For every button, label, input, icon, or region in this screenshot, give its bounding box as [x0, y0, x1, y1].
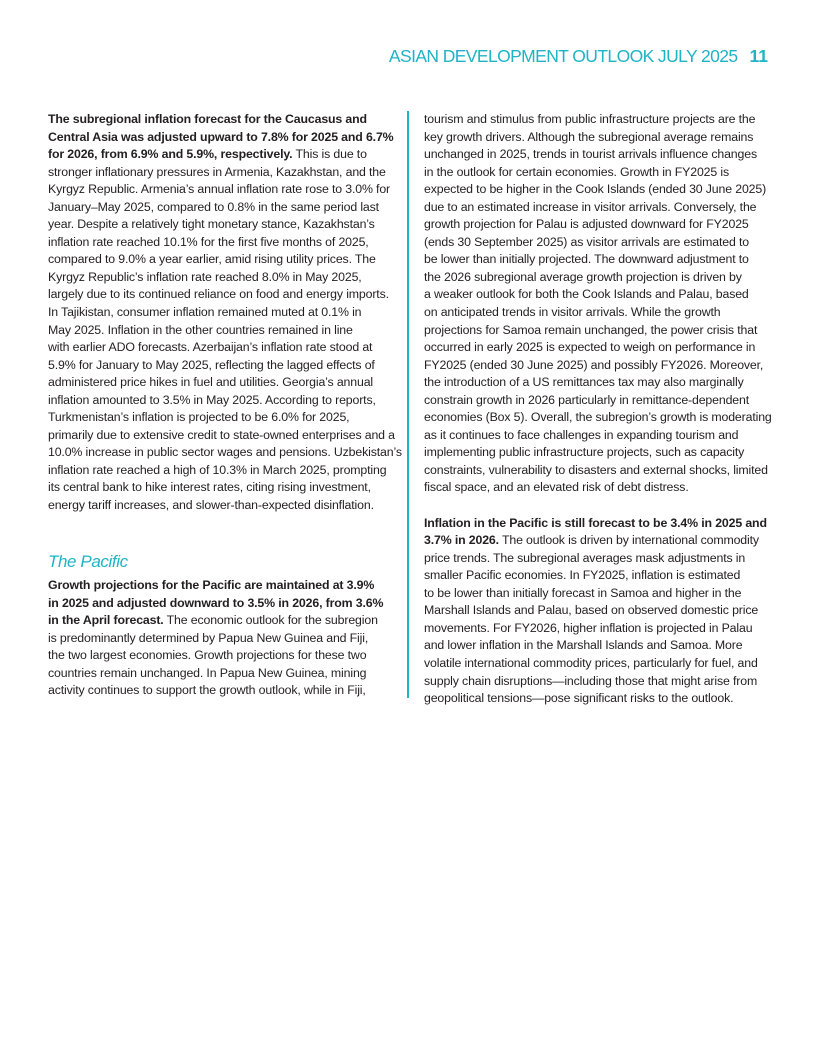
- body-line: in the outlook for certain economies. Growth in FY2025 is: [424, 164, 730, 179]
- left-column: [48, 111, 402, 515]
- body-line: a weaker outlook for both the Cook Islands and Palau, based: [424, 287, 749, 302]
- body-line: compared to 9.0% a year earlier, amid rising utility prices. The: [48, 252, 376, 267]
- body-line: price trends. The subregional averages mask adjustments in: [424, 550, 746, 565]
- body-line: the two largest economies. Growth projections for these two: [48, 648, 367, 663]
- body-line: supply chain disruptions—including those that might arise from: [424, 673, 758, 688]
- body-line: geopolitical tensions—pose significant risks to the outlook.: [424, 691, 734, 706]
- body-text: The outlook is driven by international commodity: [498, 533, 759, 548]
- body-line: year. Despite a relatively tight monetary stance, Kazakhstan’s: [48, 217, 375, 232]
- body-line: growth projection for Palau is adjusted downward for FY2025: [424, 217, 749, 232]
- column-divider: [407, 111, 409, 698]
- body-line: FY2025 (ended 30 June 2025) and possibly FY2026. Moreover,: [424, 357, 764, 372]
- page-number: 11: [749, 46, 768, 66]
- body-line: In Tajikistan, consumer inflation remained muted at 0.1% in: [48, 305, 362, 320]
- section-heading-the-pacific: The Pacific: [48, 552, 128, 571]
- left-column-pacific: [48, 577, 396, 700]
- body-line: key growth drivers. Although the subregional average remains: [424, 129, 754, 144]
- body-line: as it continues to face challenges in expanding tourism and: [424, 427, 739, 442]
- body-text: This is due to: [292, 147, 367, 162]
- lead-sentence-line: for 2026, from 6.9% and 5.9%, respectively.: [48, 147, 293, 162]
- body-line: unchanged in 2025, trends in tourist arrivals influence changes: [424, 147, 757, 162]
- body-line: inflation rate reached 10.1% for the first five months of 2025,: [48, 234, 369, 249]
- body-line: volatile international commodity prices, particularly for fuel, and: [424, 655, 758, 670]
- body-line: primarily due to extensive credit to state-owned enterprises and a: [48, 427, 395, 442]
- body-line: countries remain unchanged. In Papua New Guinea, mining: [48, 665, 367, 680]
- body-text: The economic outlook for the subregion: [163, 613, 378, 628]
- body-line: January–May 2025, compared to 0.8% in the same period last: [48, 199, 379, 214]
- body-line: stronger inflationary pressures in Armenia, Kazakhstan, and the: [48, 164, 386, 179]
- body-line: the 2026 subregional average growth projection is driven by: [424, 269, 742, 284]
- lead-sentence-line: in 2025 and adjusted downward to 3.5% in 2026, from 3.6%: [48, 595, 384, 610]
- body-line: inflation rate reached a high of 10.3% in March 2025, prompting: [48, 462, 387, 477]
- body-line: activity continues to support the growth outlook, while in Fiji,: [48, 683, 366, 698]
- body-line: constraints, vulnerability to disasters and external shocks, limited: [424, 462, 768, 477]
- body-line: fiscal space, and an elevated risk of debt distress.: [424, 480, 689, 495]
- paragraph-pacific-growth-continued: [424, 111, 772, 497]
- body-line: the introduction of a US remittances tax may also marginally: [424, 375, 744, 390]
- paragraph-caucasus-inflation: [48, 111, 402, 515]
- body-line: to be lower than initially forecast in Samoa and higher in the: [424, 585, 742, 600]
- body-line: its central bank to hike interest rates, citing rising investment,: [48, 480, 371, 495]
- lead-sentence-line: in the April forecast.: [48, 613, 164, 628]
- body-line: is predominantly determined by Papua New Guinea and Fiji,: [48, 630, 369, 645]
- lead-sentence-line: Central Asia was adjusted upward to 7.8% for 2025 and 6.7%: [48, 129, 394, 144]
- body-line: Kyrgyz Republic’s inflation rate reached 8.0% in May 2025,: [48, 269, 362, 284]
- body-line: with earlier ADO forecasts. Azerbaijan’s inflation rate stood at: [48, 340, 373, 355]
- lead-sentence-line: The subregional inflation forecast for the Caucasus and: [48, 112, 367, 126]
- body-line: Turkmenistan’s inflation is projected to be 6.0% for 2025,: [48, 410, 350, 425]
- paragraph-pacific-inflation: [424, 515, 772, 708]
- lead-sentence-line: Inflation in the Pacific is still forecast to be 3.4% in 2025 and: [424, 515, 767, 530]
- lead-sentence-line: 3.7% in 2026.: [424, 533, 499, 548]
- body-line: be lower than initially projected. The downward adjustment to: [424, 252, 749, 267]
- body-line: on anticipated trends in visitor arrivals. While the growth: [424, 305, 721, 320]
- body-line: administered price hikes in fuel and utilities. Georgia’s annual: [48, 375, 374, 390]
- body-line: Marshall Islands and Palau, based on observed domestic price: [424, 603, 759, 618]
- body-line: economies (Box 5). Overall, the subregion’s growth is moderating: [424, 410, 772, 425]
- body-line: inflation amounted to 3.5% in May 2025. According to reports,: [48, 392, 376, 407]
- body-line: movements. For FY2026, higher inflation is projected in Palau: [424, 620, 753, 635]
- body-line: occurred in early 2025 is expected to weigh on performance in: [424, 340, 756, 355]
- body-line: May 2025. Inflation in the other countries remained in line: [48, 322, 353, 337]
- body-line: expected to be higher in the Cook Islands (ended 30 June 2025): [424, 182, 767, 197]
- body-line: and lower inflation in the Marshall Islands and Samoa. More: [424, 638, 743, 653]
- body-line: Kyrgyz Republic. Armenia’s annual inflation rate rose to 3.0% for: [48, 182, 391, 197]
- body-line: smaller Pacific economies. In FY2025, inflation is estimated: [424, 568, 741, 583]
- body-line: projections for Samoa remain unchanged, the power crisis that: [424, 322, 758, 337]
- body-line: (ends 30 September 2025) as visitor arrivals are estimated to: [424, 234, 749, 249]
- body-line: tourism and stimulus from public infrastructure projects are the: [424, 112, 756, 126]
- lead-sentence-line: Growth projections for the Pacific are maintained at 3.9%: [48, 578, 375, 592]
- running-header: [389, 46, 768, 66]
- body-line: 10.0% increase in public sector wages and pensions. Uzbekistan’s: [48, 445, 402, 460]
- body-line: implementing public infrastructure projects, such as capacity: [424, 445, 745, 460]
- body-line: constrain growth in 2026 particularly in remittance-dependent: [424, 392, 750, 407]
- body-line: due to an estimated increase in visitor arrivals. Conversely, the: [424, 199, 757, 214]
- paragraph-pacific-growth: [48, 577, 396, 700]
- right-column: [424, 111, 772, 708]
- body-line: energy tariff increases, and slower-than-expected disinflation.: [48, 498, 374, 513]
- body-line: largely due to its continued reliance on food and energy imports.: [48, 287, 389, 302]
- running-title: ASIAN DEVELOPMENT OUTLOOK JULY 2025: [388, 46, 738, 66]
- body-line: 5.9% for January to May 2025, reflecting the lagged effects of: [48, 357, 375, 372]
